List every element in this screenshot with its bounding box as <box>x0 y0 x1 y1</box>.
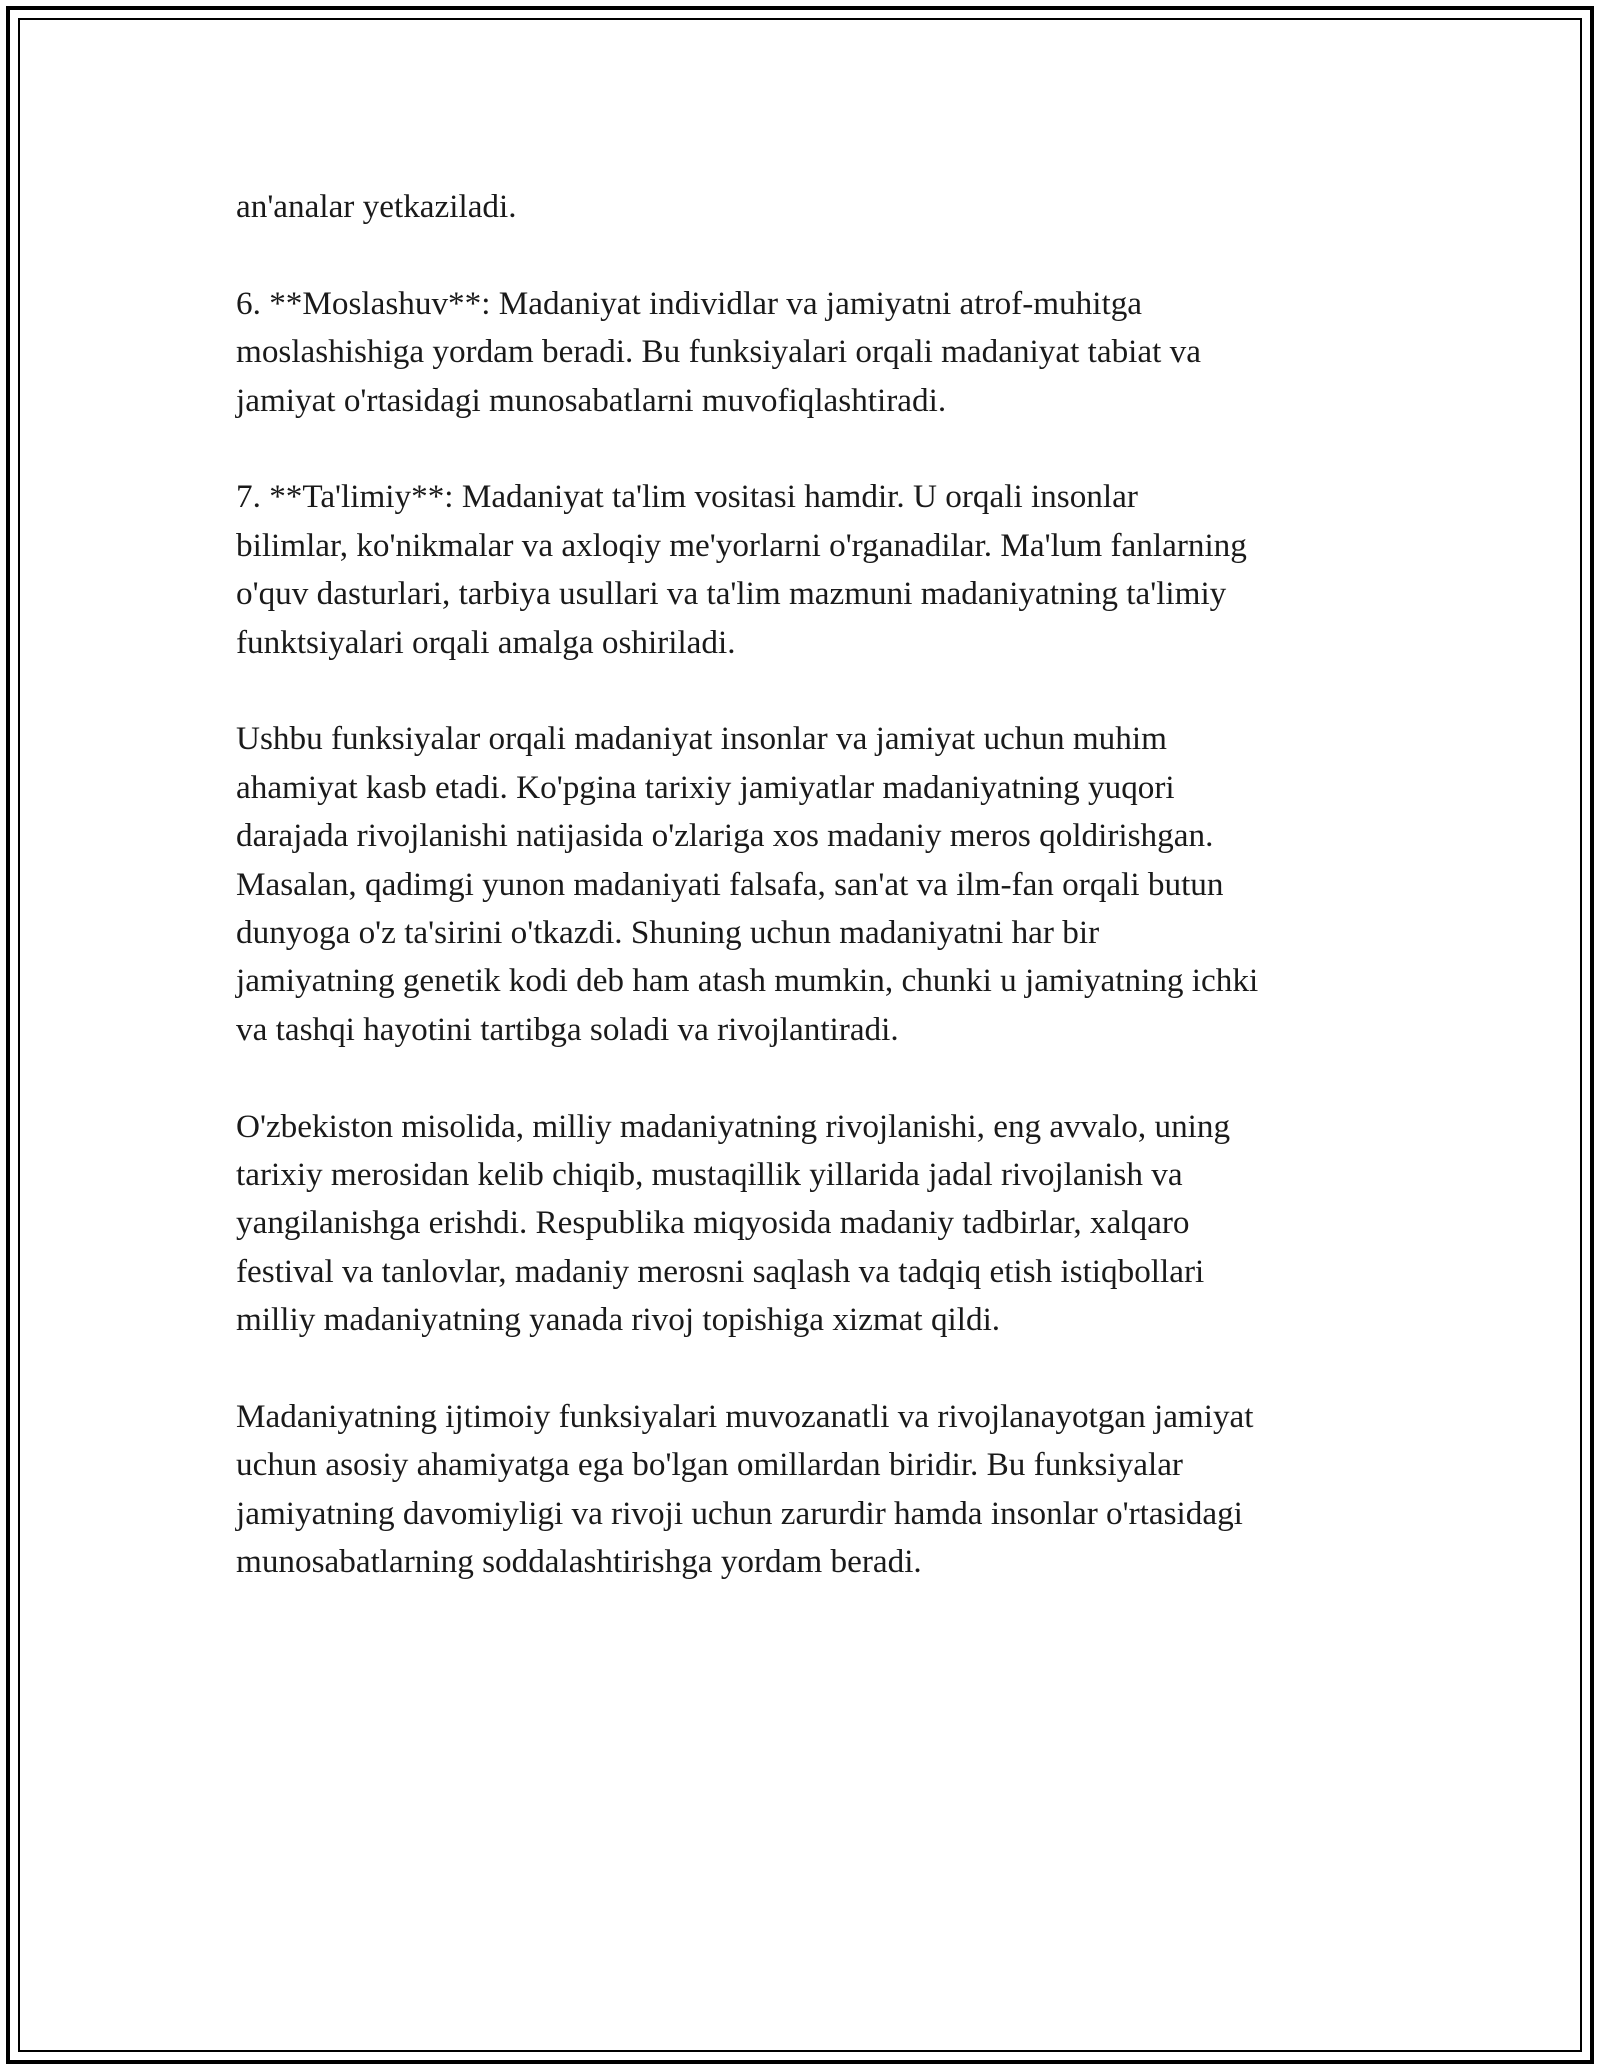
text-line: jamiyatning genetik kodi deb ham atash mumkin, chunki u jamiyatning ichki <box>236 962 1259 1000</box>
text-line: Ushbu funksiyalar orqali madaniyat insonlar va jamiyat uchun muhim <box>236 720 1167 758</box>
text-line: 6. **Moslashuv**: Madaniyat individlar va jamiyatni atrof-muhitga <box>236 284 1143 322</box>
paragraph-item-7-talimiy <box>236 473 1386 667</box>
text-line: va tashqi hayotini tartibga soladi va rivojlantiradi. <box>236 1010 899 1048</box>
paragraph-summary <box>236 715 1386 1054</box>
text-line: festival va tanlovlar, madaniy merosni saqlash va tadqiq etish istiqbollari <box>236 1252 1205 1290</box>
text-line: o'quv dasturlari, tarbiya usullari va ta'lim mazmuni madaniyatning ta'limiy <box>236 575 1227 613</box>
paragraph-conclusion <box>236 1393 1386 1587</box>
paragraph-item-6-moslashuv <box>236 280 1386 425</box>
text-line: uchun asosiy ahamiyatga ega bo'lgan omillardan biridir. Bu funksiyalar <box>236 1446 1183 1484</box>
text-line: dunyoga o'z ta'sirini o'tkazdi. Shuning uchun madaniyatni har bir <box>236 914 1100 952</box>
text-line: Masalan, qadimgi yunon madaniyati falsafa, san'at va ilm-fan orqali butun <box>236 865 1224 903</box>
text-line: milliy madaniyatning yanada rivoj topishiga xizmat qildi. <box>236 1301 1001 1339</box>
text-line: an'analar yetkaziladi. <box>236 188 517 225</box>
text-line: darajada rivojlanishi natijasida o'zlariga xos madaniy meros qoldirishgan. <box>236 817 1214 855</box>
document-body <box>236 183 1386 1635</box>
text-line: jamiyatning davomiyligi va rivoji uchun zarurdir hamda insonlar o'rtasidagi <box>236 1494 1243 1532</box>
text-line: tarixiy merosidan kelib chiqib, mustaqillik yillarida jadal rivojlanish va <box>236 1156 1183 1194</box>
paragraph-uzbekistan <box>236 1103 1386 1345</box>
text-line: 7. **Ta'limiy**: Madaniyat ta'lim vositasi hamdir. U orqali insonlar <box>236 478 1138 516</box>
text-line: jamiyat o'rtasidagi munosabatlarni muvofiqlashtiradi. <box>236 381 947 419</box>
text-line: funktsiyalari orqali amalga oshiriladi. <box>236 623 736 661</box>
text-line: munosabatlarning soddalashtirishga yordam beradi. <box>236 1543 922 1581</box>
text-line: O'zbekiston misolida, milliy madaniyatning rivojlanishi, eng avvalo, uning <box>236 1107 1231 1145</box>
text-line: ahamiyat kasb etadi. Ko'pgina tarixiy jamiyatlar madaniyatning yuqori <box>236 768 1175 806</box>
text-line: moslashishiga yordam beradi. Bu funksiyalari orqali madaniyat tabiat va <box>236 333 1201 371</box>
text-line: Madaniyatning ijtimoiy funksiyalari muvozanatli va rivojlanayotgan jamiyat <box>236 1398 1254 1436</box>
text-line: yangilanishga erishdi. Respublika miqyosida madaniy tadbirlar, xalqaro <box>236 1204 1190 1242</box>
text-line: bilimlar, ko'nikmalar va axloqiy me'yorlarni o'rganadilar. Ma'lum fanlarning <box>236 526 1247 564</box>
paragraph-continuation <box>236 183 1386 231</box>
